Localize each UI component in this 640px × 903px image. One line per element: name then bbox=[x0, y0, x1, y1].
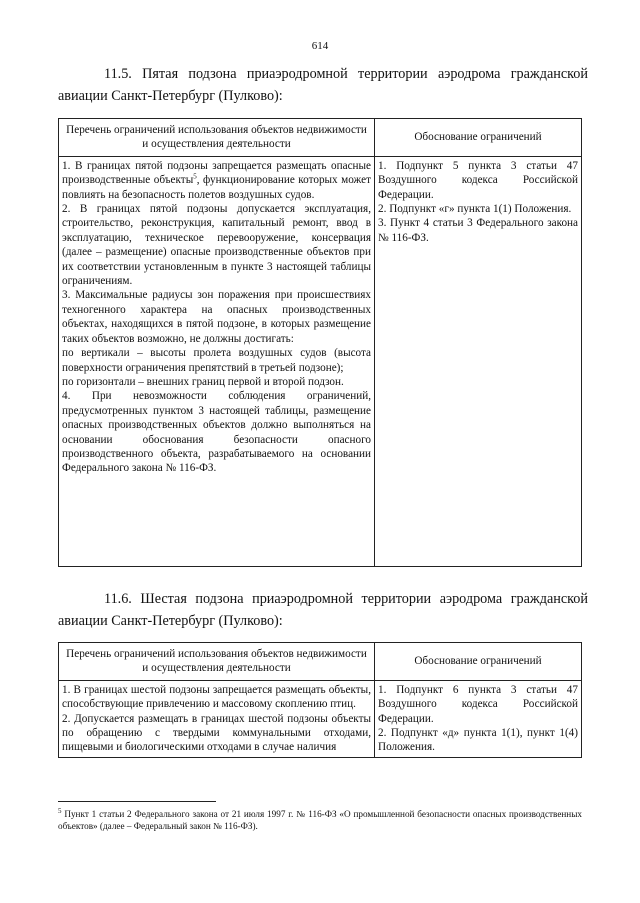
footnote-divider bbox=[58, 801, 216, 802]
restriction-item: 3. Максимальные радиусы зон поражения при происшествиях техногенного характера на опасных производственных объектах, находящихся в пятой подзоне, в которых размещение таких объектов возможно, не должны достигать: bbox=[62, 289, 371, 345]
table-row bbox=[59, 680, 582, 757]
restriction-item: 4. При невозможности соблюдения ограничений, предусмотренных пунктом 3 настоящей таблицы, размещение опасных производственных объектов должно выполняться на основании обоснования безопасности опасного производственного объекта, разрабатываемого на основании Федерального закона № 116-ФЗ. bbox=[62, 390, 371, 475]
column-header-grounds: Обоснование ограничений bbox=[375, 643, 582, 681]
column-header-restrictions: Перечень ограничений использования объектов недвижимости и осуществления деятельности bbox=[59, 119, 375, 157]
ground-item: 3. Пункт 4 статьи 3 Федерального закона № 116-ФЗ. bbox=[378, 217, 578, 244]
restriction-item: 1. В границах пятой подзоны запрещается размещать опасные производственные объекты$^5$, функционирование которых может повлиять на безопасность полетов воздушных судов. bbox=[62, 159, 371, 201]
restrictions-table-zone-6 bbox=[58, 642, 582, 758]
ground-item: 1. Подпункт 6 пункта 3 статьи 47 Воздушного кодекса Российской Федерации. bbox=[378, 683, 578, 725]
column-header-grounds: Обоснование ограничений bbox=[375, 119, 582, 157]
section-title-11-5: 11.5. Пятая подзона приаэродромной территории аэродрома гражданской авиации Санкт-Петербург (Пулково): bbox=[58, 66, 588, 104]
ground-item: 2. Подпункт «г» пункта 1(1) Положения. bbox=[378, 203, 572, 216]
table-header-row bbox=[59, 643, 582, 681]
restriction-item: 1. В границах шестой подзоны запрещается размещать объекты, способствующие привлечению и массовому скоплению птиц. bbox=[62, 683, 371, 711]
grounds-cell bbox=[375, 156, 582, 566]
ground-item: 1. Подпункт 5 пункта 3 статьи 47 Воздушного кодекса Российской Федерации. bbox=[378, 159, 578, 201]
footnote bbox=[58, 808, 582, 832]
restriction-item: 2. В границах пятой подзоны допускается эксплуатация, строительство, реконструкция, капитальный ремонт, ввод в эксплуатацию, техническое перевооружение, консервация (далее – размещение) опасные производственные объектов при их соответствии установленным в пункте 3 настоящей таблицы ограничениям. bbox=[62, 203, 371, 288]
restrictions-cell bbox=[59, 680, 375, 757]
restrictions-cell bbox=[59, 156, 375, 566]
footnote-ref: 5 bbox=[193, 172, 197, 181]
restriction-item: по горизонтали – внешних границ первой и второй подзон. bbox=[62, 375, 344, 388]
restrictions-table-zone-5 bbox=[58, 118, 582, 567]
column-header-restrictions: Перечень ограничений использования объектов недвижимости и осуществления деятельности bbox=[59, 643, 375, 681]
restriction-item: 2. Допускается размещать в границах шестой подзоны объекты по обращению с твердыми коммунальными отходами, пищевыми и биологическими отходами в случае наличия bbox=[62, 712, 371, 754]
section-title-11-6: 11.6. Шестая подзона приаэродромной территории аэродрома гражданской авиации Санкт-Петербург (Пулково): bbox=[58, 591, 588, 629]
table-row bbox=[59, 156, 582, 566]
restriction-item: по вертикали – высоты пролета воздушных судов (высота поверхности ограничения препятствий в третьей подзоне); bbox=[62, 347, 371, 374]
footnote-marker: 5 bbox=[58, 806, 62, 815]
table-header-row bbox=[59, 119, 582, 157]
page-number: 614 bbox=[311, 40, 329, 52]
footnote-text: Пункт 1 статьи 2 Федерального закона от 21 июля 1997 г. № 116-ФЗ «О промышленной безопасности опасных производственных объектов» (далее – Федеральный закон № 116-ФЗ). bbox=[58, 809, 582, 831]
ground-item: 2. Подпункт «д» пункта 1(1), пункт 1(4) Положения. bbox=[378, 727, 578, 754]
grounds-cell bbox=[375, 680, 582, 757]
